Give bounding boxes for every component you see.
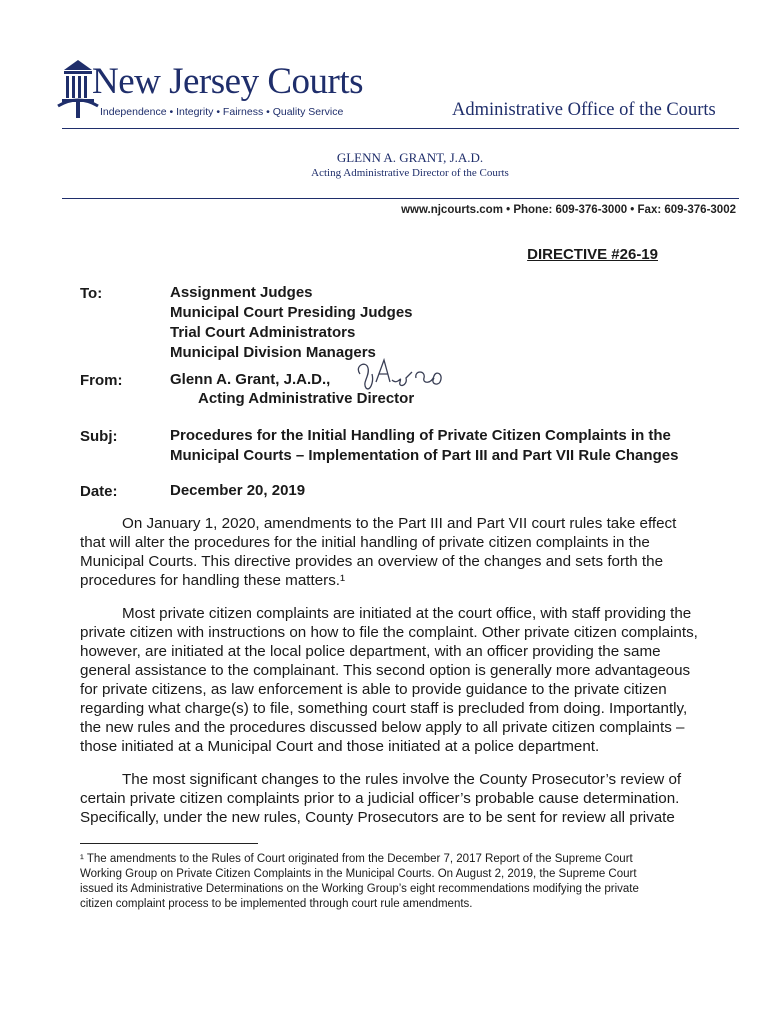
recipient: Trial Court Administrators: [170, 324, 356, 341]
body-line: that will alter the procedures for the initial handling of private citizen complaints in the: [80, 534, 650, 551]
body-line: Specifically, under the new rules, County Prosecutors are to be sent for review all private: [80, 809, 675, 826]
body-line: certain private citizen complaints prior to a judicial officer’s probable cause determination.: [80, 790, 680, 807]
recipient: Municipal Division Managers: [170, 344, 376, 361]
body-line: private citizen with instructions on how to file the complaint. Other private citizen complaints,: [80, 624, 698, 641]
footnote-line: ¹ The amendments to the Rules of Court originated from the December 7, 2017 Report of the Supreme Court: [80, 853, 633, 865]
date-label: Date:: [80, 483, 118, 500]
subj-label: Subj:: [80, 428, 118, 445]
body-line: those initiated at a Municipal Court and those initiated at a police department.: [80, 738, 600, 755]
subject-line: Municipal Courts – Implementation of Part III and Part VII Rule Changes: [170, 447, 679, 464]
body-line: The most significant changes to the rules involve the County Prosecutor’s review of: [122, 771, 682, 788]
footnote-line: issued its Administrative Determinations on the Working Group’s eight recommendations modifying the private: [80, 883, 639, 895]
date-value: December 20, 2019: [170, 482, 306, 499]
body-line: for private citizens, as law enforcement is able to provide guidance to the private citizen: [80, 681, 667, 698]
letterhead-rule-bottom: [62, 198, 739, 199]
letterhead-rule-top: [62, 128, 739, 129]
body-line: Municipal Courts. This directive provides an overview of the changes and sets forth the: [80, 553, 664, 570]
body-line: Most private citizen complaints are initiated at the court office, with staff providing the: [122, 605, 692, 622]
body-line: general assistance to the complainant. This second option is generally more advantageous: [80, 662, 691, 679]
body-line: regarding what charge(s) to file, something court staff is precluded from doing. Importantly,: [80, 700, 688, 717]
director-title: Acting Administrative Director of the Courts: [311, 167, 509, 179]
from-label: From:: [80, 372, 123, 389]
brand-name: New Jersey Courts: [92, 61, 364, 102]
to-recipients: [170, 283, 413, 363]
body-line: procedures for handling these matters.¹: [80, 572, 346, 589]
footnote-line: Working Group on Private Citizen Complaints in the Municipal Courts. On August 2, 2019, the Supreme Court: [80, 868, 637, 880]
to-label: To:: [80, 285, 103, 302]
handwritten-signature: [352, 352, 452, 396]
footnote-rule: [80, 843, 258, 844]
body-line: however, are initiated at the local police department, with an officer providing the same: [80, 643, 661, 660]
director-name: GLENN A. GRANT, J.A.D.: [336, 150, 484, 165]
recipient: Assignment Judges: [170, 284, 313, 301]
directive-number: DIRECTIVE #26-19: [527, 246, 658, 263]
from-name: Glenn A. Grant, J.A.D.,: [170, 371, 331, 388]
subject-line: Procedures for the Initial Handling of Private Citizen Complaints in the: [170, 427, 671, 444]
from-title: Acting Administrative Director: [198, 390, 415, 407]
body-line: On January 1, 2020, amendments to the Part III and Part VII court rules take effect: [122, 515, 677, 532]
contact-line: www.njcourts.com • Phone: 609-376-3000 • Fax: 609-376-3002: [401, 204, 736, 216]
office-name: Administrative Office of the Courts: [452, 100, 716, 120]
brand-tagline: Independence • Integrity • Fairness • Quality Service: [100, 106, 344, 118]
footnote-line: citizen complaint process to be implemented through court rule amendments.: [80, 898, 473, 910]
body-line: the new rules and the procedures discussed below apply to all private citizen complaints –: [80, 719, 685, 736]
recipient: Municipal Court Presiding Judges: [170, 304, 413, 321]
